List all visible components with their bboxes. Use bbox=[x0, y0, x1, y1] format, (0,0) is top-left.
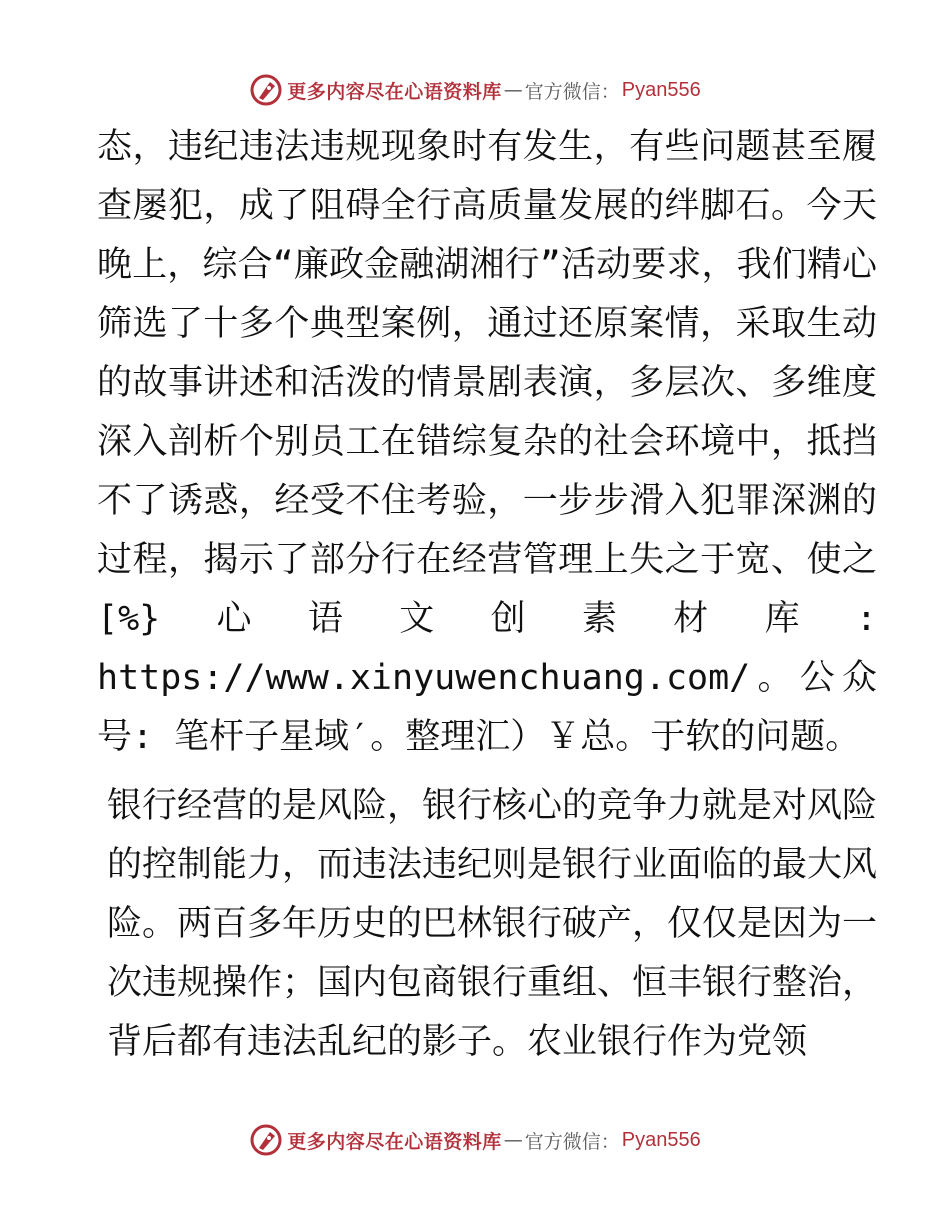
pen-nib-logo-icon bbox=[249, 1123, 283, 1157]
footer-watermark bbox=[0, 1122, 950, 1158]
watermark-main-text: 更多内容尽在心语资料库 bbox=[287, 1130, 502, 1153]
header-watermark bbox=[0, 72, 950, 108]
watermark-wechat-label: 官方微信： bbox=[524, 80, 620, 103]
watermark-dash: — bbox=[503, 79, 523, 101]
watermark-wechat-id: Pyan556 bbox=[621, 78, 701, 101]
watermark-wechat-id: Pyan556 bbox=[621, 1128, 701, 1151]
paragraph-1: 态，违纪违法违规现象时有发生，有些问题甚至履查屡犯，成了阻碍全行高质量发展的绊脚石。今天晚上，综合“廉政金融湖湘行”活动要求，我们精心筛选了十多个典型案例，通过还原案情，采取生动的故事讲述和活泼的情景剧表演，多层次、多维度深入剖析个别员工在错综复杂的社会环境中，抵挡不了诱惑，经受不住考验，一步步滑入犯罪深渊的过程，揭示了部分行在经营管理上失之于宽、使之[%}心语文创素材库: https://www.xinyuwenchuang.com/。公众号: 笔杆子星域′。整理汇）￥总。于软的问题。 bbox=[97, 127, 877, 757]
pen-nib-logo-icon bbox=[249, 73, 283, 107]
watermark-main-text: 更多内容尽在心语资料库 bbox=[287, 80, 502, 103]
paragraph-2: 银行经营的是风险，银行核心的竞争力就是对风险的控制能力，而违法违纪则是银行业面临的最大风险。两百多年历史的巴林银行破产，仅仅是因为一次违规操作；国内包商银行重组、恒丰银行整治，背后都有违法乱纪的影子。农业银行作为党领 bbox=[107, 786, 878, 1062]
watermark-wechat-label: 官方微信： bbox=[524, 1130, 620, 1153]
watermark-dash: — bbox=[503, 1129, 523, 1151]
